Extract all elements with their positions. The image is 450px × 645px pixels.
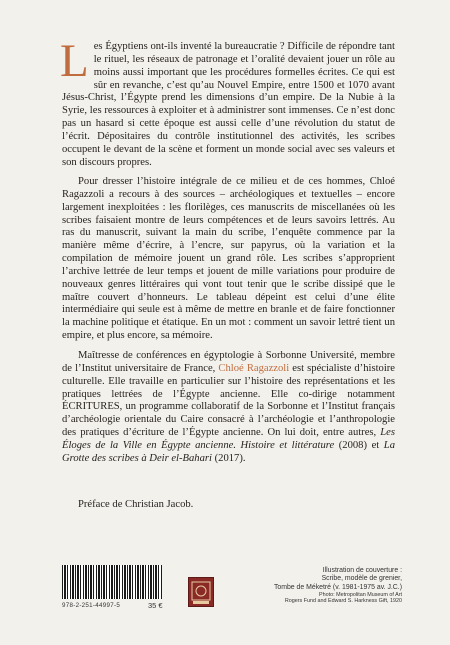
price: 35 €	[148, 601, 163, 610]
preface-line: Préface de Christian Jacob.	[78, 499, 194, 510]
drop-cap: L	[60, 35, 89, 87]
publisher-logo-icon	[189, 578, 213, 606]
book-title-1: Les Éloges de la Ville en Égypte ancienne. Histoire et littérature	[62, 427, 395, 451]
author-bio-paragraph	[62, 350, 395, 466]
barcode-area	[62, 565, 242, 615]
credit-line-3: Tombe de Méketré (v. 1981-1975 av. J.C.)	[273, 583, 402, 591]
credit-line-2: Scribe, modèle de grenier,	[321, 575, 402, 583]
bio-text-4: (2017).	[211, 452, 246, 464]
credit-line-5: Rogers Fund and Edward S. Harkness Gift, 1920	[284, 598, 402, 605]
intro-text: es Égyptiens ont-ils inventé la bureaucratie ? Difficile de répondre tant le rituel, les réseaux de patronage et l’oralité devaient jouer un rôle au moins aussi important que les procédures formelles écrites. Ce qui est sûr en revanche, c’est qu’au Nouvel Empire, entre 1500 et 1070 avant Jésus-Christ, l’Égypte prend les dimensions d’un empire. De la Nubie à la Syrie, les ressources à exploiter et à administrer sont immenses. Ce n’est donc pas un hasard si cette époque est aussi celle d’une révolution du statut de l’écrit. Dépositaires du contrôle institutionnel des activités, les scribes occupent le devant de la scène et forment un monde social avec ses valeurs et son discours propres.	[62, 41, 395, 168]
barcode	[62, 565, 162, 599]
publisher-logo	[188, 577, 214, 607]
bio-text-2: est spécialiste d’histoire culturelle. Elle travaille en particulier sur l’histoire des représentations et les pratiques lettrées de l’Égypte ancienne. Elle co-dirige notamment ÉCRITURES, un programme collaboratif de la Sorbonne et l’Institut français d’archéologie orientale du Caire consacré à l’archéologie et l’anthropologie des pratiques d’écriture de l’Égypte ancienne. On lui doit, entre autres,	[62, 362, 395, 439]
bio-text-1: Maîtresse de conférences en égyptologie à Sorbonne Université, membre de l’Institut universitaire de France,	[62, 350, 395, 374]
summary-paragraph: Pour dresser l’histoire intégrale de ce milieu et de ces hommes, Chloé Ragazzoli a recours à des sources – archéologiques et textuelles – encore largement inexploitées : les florilèges, ces manuscrits de miscellanées où les scribes faisaient montre de leurs compétences et de leurs savoirs lettrés. Au ras du manuscrit, suivant la main du scribe, l’enquête commence par la manière même d’écrire, à l’encre, sur papyrus, où la variation et la compilation de mémoire jouent un grand rôle. Les scribes s’approprient l’archive lettrée de leur temps et jouent de mille variations pour produire de nouveaux genres littéraires qui vont tout tenir que le scribe dissipé que le maître couvert d’honneurs. Le tableau dépeint est celui d’une élite intermédiaire qui seule est à même de mettre en branle et de faire fonctionner la machine politique et étatique. En un mot : comment un savoir lettré tient un empire, et plus encore, sa mémoire.	[62, 176, 395, 342]
author-name: Chloé Ragazzoli	[218, 362, 290, 374]
cover-credits	[222, 567, 402, 605]
credit-line-1: Illustration de couverture :	[322, 567, 402, 574]
bio-text-3: (2008) et	[334, 439, 384, 451]
isbn: 978-2-251-44997-5	[62, 602, 121, 609]
intro-paragraph	[60, 35, 395, 169]
credit-line-4: Photo: Metropolitan Museum of Art	[319, 591, 402, 598]
book-title-2: La Grotte des scribes à Deir el-Bahari	[62, 439, 395, 464]
